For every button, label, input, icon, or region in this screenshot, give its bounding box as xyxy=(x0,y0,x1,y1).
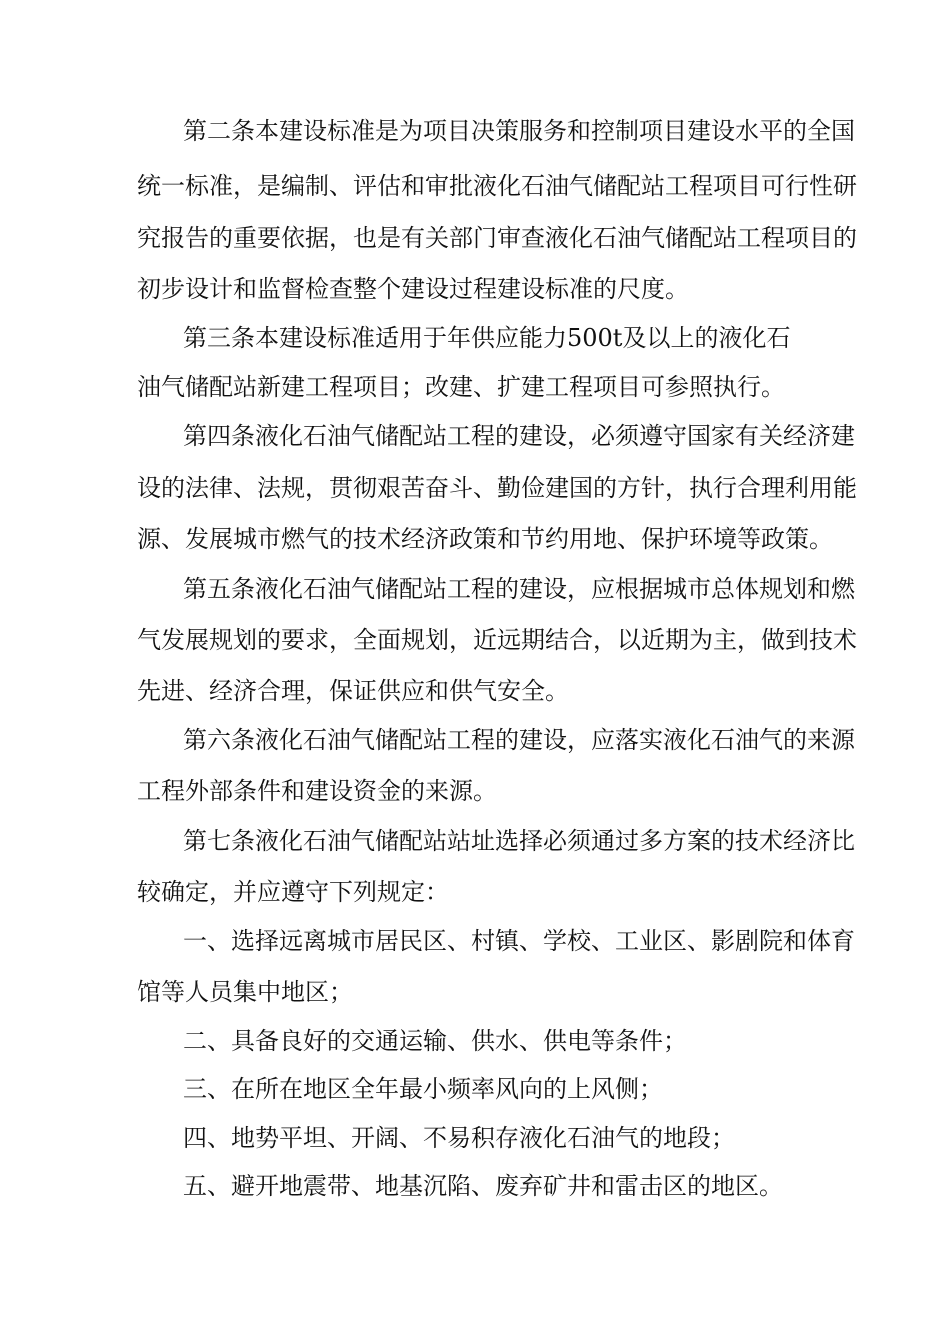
text-line-4: 初步设计和监督检查整个建设过程建设标准的尺度。 xyxy=(137,275,689,303)
text-line-12: 先进、经济合理，保证供应和供气安全。 xyxy=(137,677,569,705)
text-line-3: 究报告的重要依据，也是有关部门审查液化石油气储配站工程项目的 xyxy=(137,224,857,252)
text-line-10: 第五条液化石油气储配站工程的建设，应根据城市总体规划和燃 xyxy=(183,575,855,603)
text-line-21: 四、地势平坦、开阔、不易积存液化石油气的地段； xyxy=(183,1124,735,1152)
text-line-6: 油气储配站新建工程项目；改建、扩建工程项目可参照执行。 xyxy=(137,373,785,401)
text-line-2: 统一标准，是编制、评估和审批液化石油气储配站工程项目可行性研 xyxy=(137,172,857,200)
text-line-8: 设的法律、法规，贯彻艰苦奋斗、勤俭建国的方针，执行合理利用能 xyxy=(137,474,857,502)
text-line-7: 第四条液化石油气储配站工程的建设，必须遵守国家有关经济建 xyxy=(183,422,855,450)
text-line-9: 源、发展城市燃气的技术经济政策和节约用地、保护环境等政策。 xyxy=(137,525,833,553)
text-line-18: 馆等人员集中地区； xyxy=(137,978,353,1006)
text-line-14: 工程外部条件和建设资金的来源。 xyxy=(137,777,497,805)
text-line-1: 第二条本建设标准是为项目决策服务和控制项目建设水平的全国 xyxy=(183,117,855,145)
text-line-5: 第三条本建设标准适用于年供应能力500t及以上的液化石 xyxy=(183,324,791,352)
text-line-13: 第六条液化石油气储配站工程的建设，应落实液化石油气的来源 xyxy=(183,726,855,754)
text-line-19: 二、具备良好的交通运输、供水、供电等条件； xyxy=(183,1027,687,1055)
text-line-17: 一、选择远离城市居民区、村镇、学校、工业区、影剧院和体育 xyxy=(183,927,855,955)
text-line-22: 五、避开地震带、地基沉陷、废弃矿井和雷击区的地区。 xyxy=(183,1172,783,1200)
text-line-11: 气发展规划的要求，全面规划，近远期结合，以近期为主，做到技术 xyxy=(137,626,857,654)
text-line-15: 第七条液化石油气储配站站址选择必须通过多方案的技术经济比 xyxy=(183,827,855,855)
text-line-20: 三、在所在地区全年最小频率风向的上风侧； xyxy=(183,1075,663,1103)
text-line-16: 较确定，并应遵守下列规定： xyxy=(137,878,449,906)
